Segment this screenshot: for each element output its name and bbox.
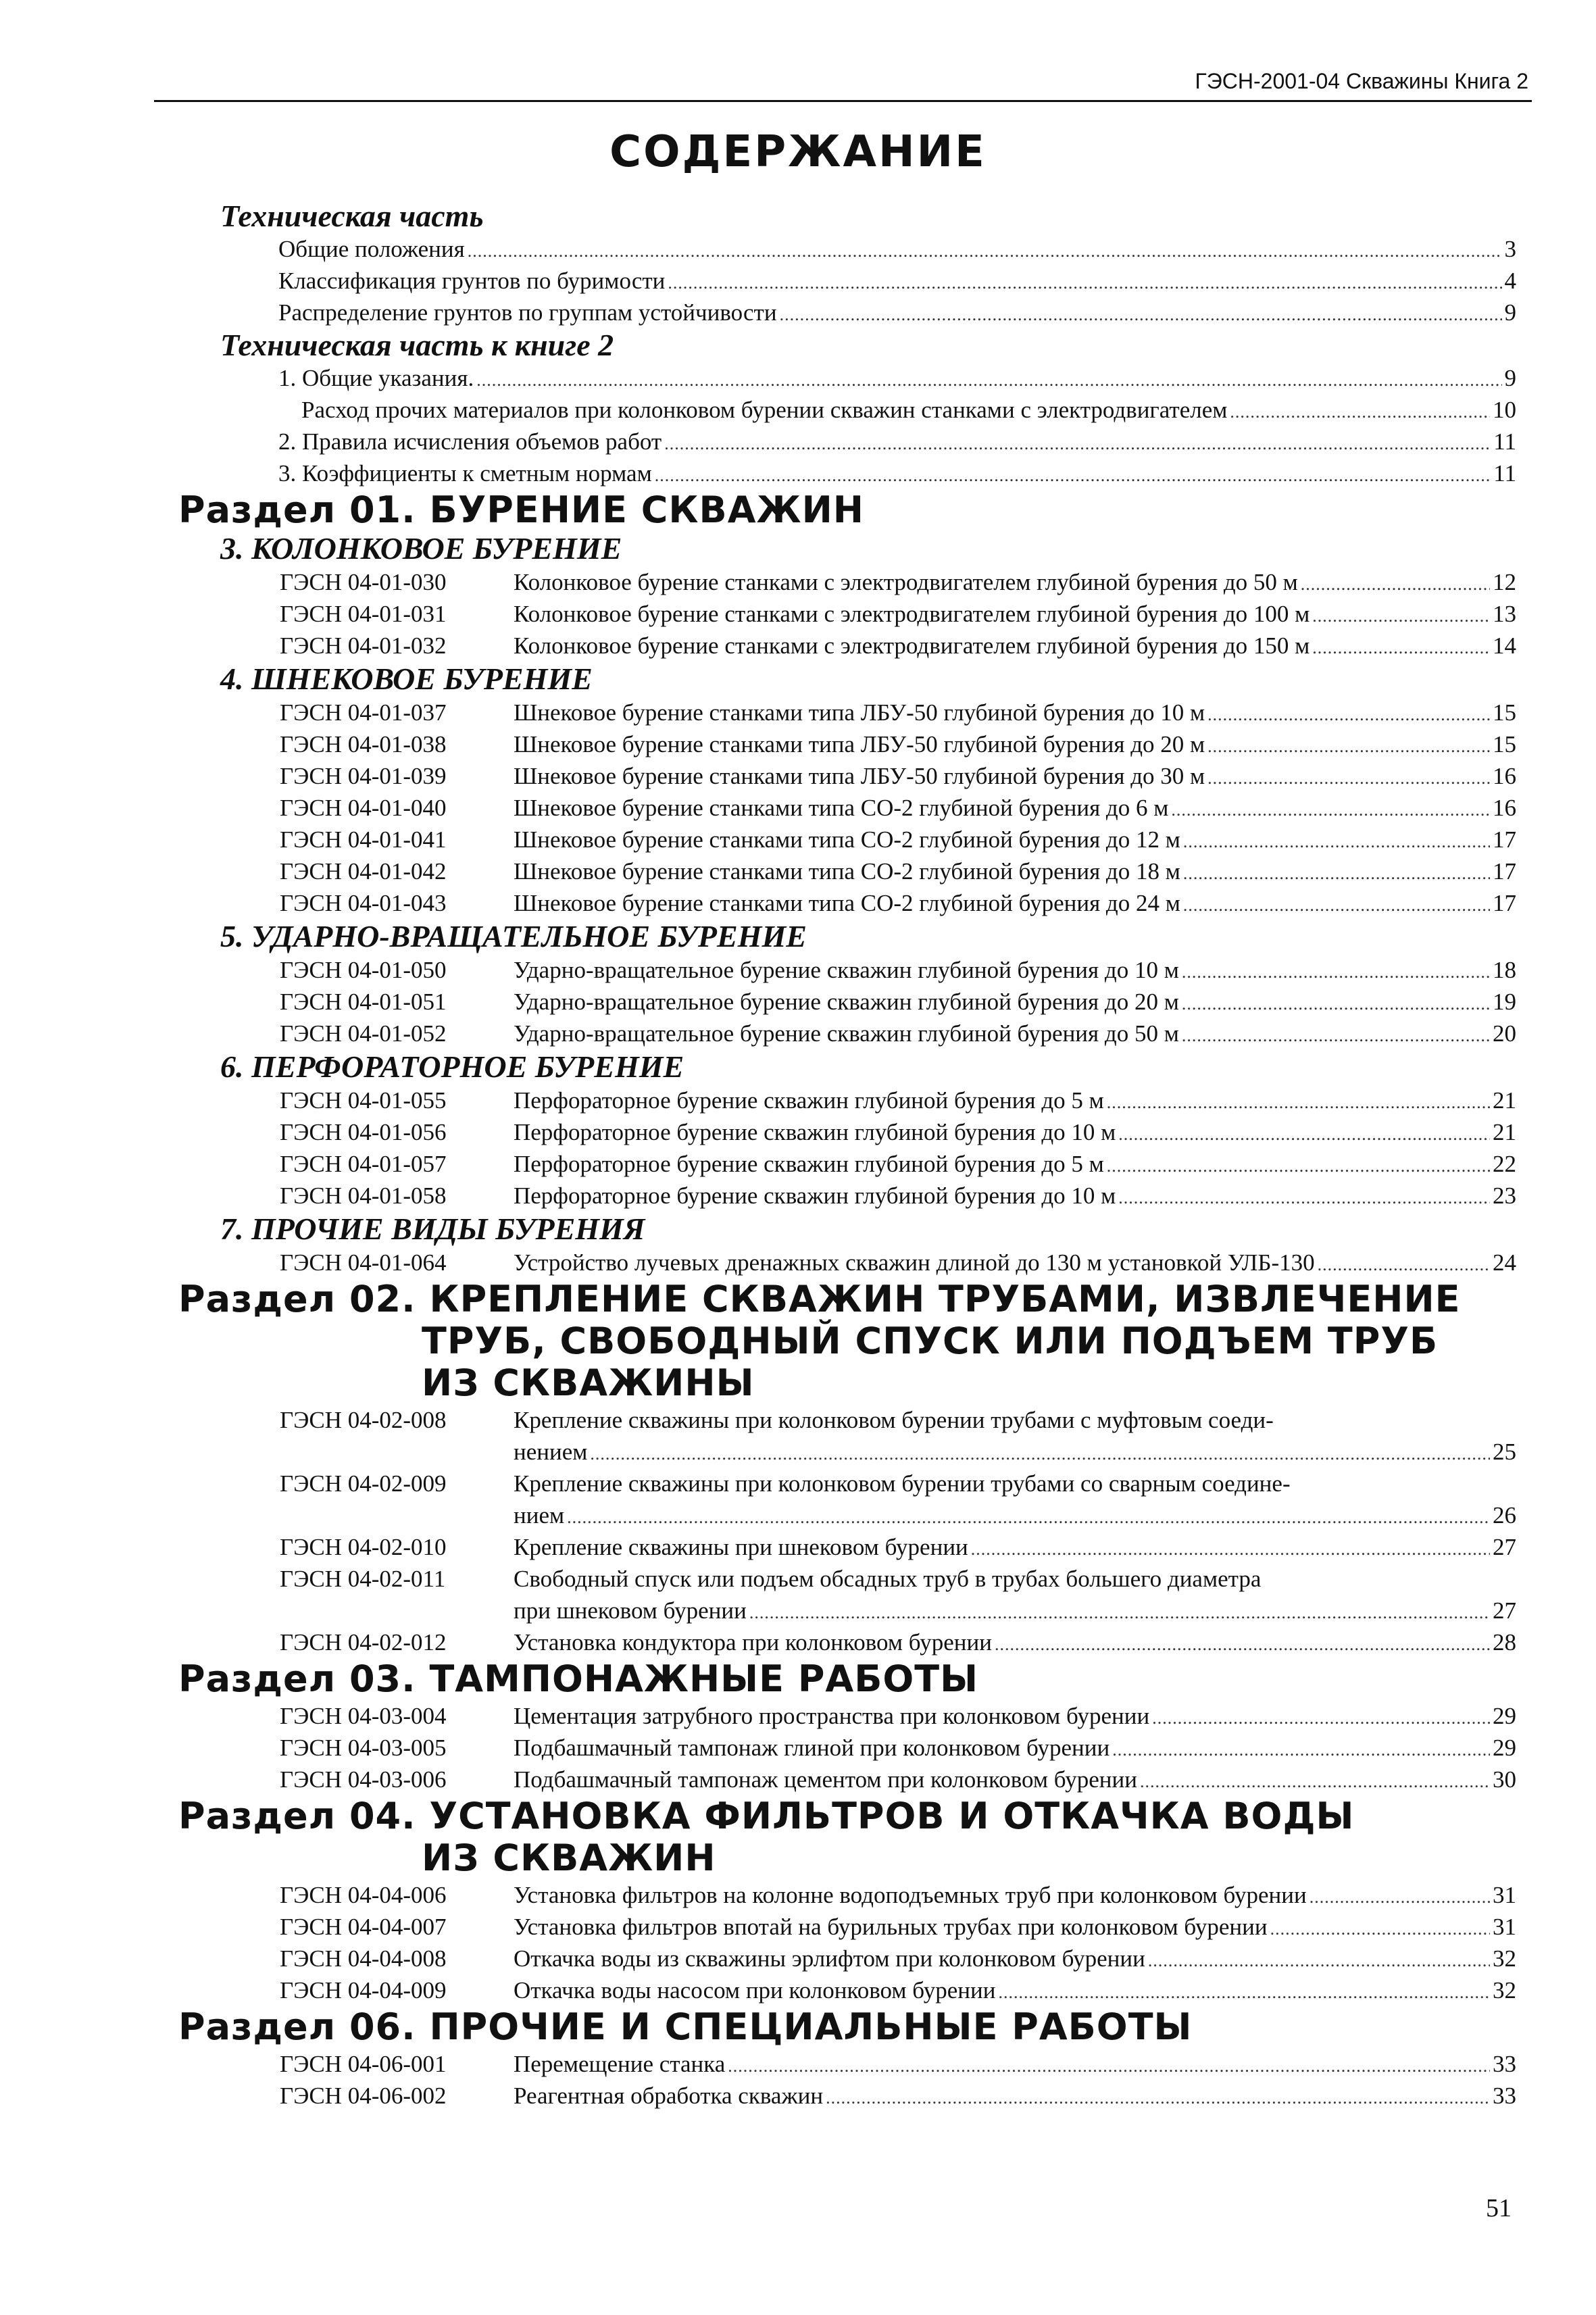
section-title-line: ИЗ СКВАЖИНЫ (422, 1362, 755, 1404)
toc-line[interactable] (514, 1085, 1516, 1116)
norm-code: ГЭСН 04-01-051 (280, 989, 447, 1015)
toc-line-text: Шнековое бурение станками типа СО-2 глубиной бурения до 12 м (514, 826, 1180, 853)
dot-leader (1140, 1766, 1490, 1797)
toc-entry-body (514, 697, 1516, 728)
dot-leader (1118, 1182, 1490, 1214)
running-header: ГЭСН-2001-04 Скважины Книга 2 (1195, 69, 1528, 93)
toc-entry[interactable] (0, 1700, 1516, 1732)
table-of-contents (0, 199, 1596, 2112)
toc-line[interactable] (514, 1764, 1516, 1795)
norm-code: ГЭСН 04-02-008 (280, 1407, 447, 1433)
toc-line-text: Устройство лучевых дренажных скважин длиной до 130 м установкой УЛБ-130 (514, 1249, 1315, 1276)
toc-entry[interactable] (0, 1732, 1516, 1764)
toc-entry-body (514, 1148, 1516, 1180)
toc-entry[interactable] (0, 1911, 1516, 1943)
norm-code: ГЭСН 04-04-007 (280, 1914, 447, 1940)
toc-page-number: 17 (1493, 890, 1516, 916)
subsection-title: 5. УДАРНО-ВРАЩАТЕЛЬНОЕ БУРЕНИЕ (220, 919, 807, 953)
toc-entry[interactable] (0, 855, 1516, 887)
section-title (178, 1795, 1596, 1879)
norm-code: ГЭСН 04-01-032 (280, 632, 447, 659)
dot-leader (728, 2050, 1490, 2082)
section-title-line: ИЗ СКВАЖИН (422, 1837, 716, 1879)
toc-line-text: Колонковое бурение станками с электродвигателем глубиной бурения до 100 м (514, 601, 1310, 627)
toc-line[interactable] (514, 1911, 1516, 1943)
toc-page-number: 24 (1493, 1249, 1516, 1276)
toc-line[interactable] (514, 1436, 1516, 1468)
toc-line[interactable] (514, 1247, 1516, 1278)
dot-leader (664, 428, 1491, 459)
toc-page-number: 27 (1493, 1534, 1516, 1560)
toc-line[interactable] (514, 986, 1516, 1018)
toc-entry-body (514, 1247, 1516, 1278)
dot-leader (1152, 1702, 1490, 1734)
dot-leader (1107, 1087, 1490, 1118)
toc-line[interactable] (514, 954, 1516, 986)
toc-line-text: Шнековое бурение станками типа ЛБУ-50 глубиной бурения до 30 м (514, 763, 1205, 789)
toc-page-number: 21 (1493, 1087, 1516, 1114)
toc-line[interactable] (514, 2080, 1516, 2112)
toc-page-number: 12 (1493, 569, 1516, 595)
norm-code: ГЭСН 04-01-057 (280, 1151, 447, 1177)
toc-line-text: Перфораторное бурение скважин глубиной бурения до 10 м (514, 1183, 1116, 1209)
toc-page-number: 33 (1493, 2051, 1516, 2077)
subsection-title: 4. ШНЕКОВОЕ БУРЕНИЕ (220, 662, 593, 696)
toc-entry-body (514, 1018, 1516, 1049)
toc-line[interactable] (278, 265, 1516, 297)
toc-entry[interactable] (0, 954, 1516, 986)
toc-line-text: 1. Общие указания. (278, 365, 474, 391)
toc-entry[interactable] (0, 1974, 1516, 2006)
dot-leader (1312, 600, 1490, 632)
toc-line-text: 2. Правила исчисления объемов работ (278, 428, 662, 455)
toc-entry[interactable] (0, 630, 1516, 662)
toc-entry-body (514, 598, 1516, 630)
toc-entry[interactable] (0, 1943, 1516, 1974)
toc-line[interactable] (514, 1018, 1516, 1049)
dot-leader (1207, 730, 1490, 762)
norm-code: ГЭСН 04-02-010 (280, 1534, 447, 1560)
dot-leader (668, 267, 1501, 299)
dot-leader (476, 364, 1501, 396)
section-title-line: ТРУБ, СВОБОДНЫЙ СПУСК ИЛИ ПОДЪЕМ ТРУБ (422, 1320, 1439, 1362)
toc-page-number: 20 (1493, 1020, 1516, 1047)
toc-line[interactable] (278, 426, 1516, 457)
toc-entry[interactable] (0, 760, 1516, 792)
toc-line[interactable] (514, 728, 1516, 760)
toc-entry-body (514, 566, 1516, 598)
toc-entry-body (514, 824, 1516, 855)
toc-entry[interactable] (0, 1879, 1516, 1911)
dot-leader (1207, 699, 1490, 730)
toc-line[interactable] (514, 760, 1516, 792)
toc-line-text: Подбашмачный тампонаж цементом при колонковом бурении (514, 1766, 1137, 1793)
toc-page-number: 11 (1493, 460, 1516, 487)
toc-line[interactable] (514, 1943, 1516, 1974)
toc-line[interactable] (514, 1148, 1516, 1180)
toc-line-text: Шнековое бурение станками типа СО-2 глубиной бурения до 6 м (514, 795, 1169, 821)
norm-code: ГЭСН 04-01-050 (280, 957, 447, 983)
toc-page-number: 18 (1493, 957, 1516, 983)
toc-page-number: 22 (1493, 1151, 1516, 1177)
norm-code: ГЭСН 04-01-031 (280, 601, 447, 627)
toc-page-number: 17 (1493, 826, 1516, 853)
toc-entry[interactable] (0, 2048, 1516, 2080)
toc-line-text: Свободный спуск или подъем обсадных труб в трубах большего диаметра (514, 1566, 1262, 1592)
toc-entry-body (514, 1563, 1516, 1626)
section-title: Раздел 03. ТАМПОНАЖНЫЕ РАБОТЫ (178, 1658, 979, 1700)
norm-code: ГЭСН 04-01-064 (280, 1249, 447, 1276)
toc-line-text: Колонковое бурение станками с электродвигателем глубиной бурения до 150 м (514, 632, 1310, 659)
toc-line-text: Откачка воды насосом при колонковом бурении (514, 1977, 996, 2003)
norm-code: ГЭСН 04-04-008 (280, 1945, 447, 1972)
dot-leader (1310, 1881, 1490, 1913)
dot-leader (1182, 956, 1490, 988)
toc-line[interactable] (278, 362, 1516, 394)
toc-line[interactable] (514, 1180, 1516, 1212)
toc-page-number: 13 (1493, 601, 1516, 627)
dot-leader (1183, 857, 1490, 889)
dot-leader (1183, 889, 1490, 921)
norm-code: ГЭСН 04-03-006 (280, 1766, 447, 1793)
toc-page-number: 28 (1493, 1629, 1516, 1656)
toc-page-number: 17 (1493, 858, 1516, 885)
dot-leader (1230, 396, 1490, 428)
toc-page-number: 16 (1493, 795, 1516, 821)
toc-line-text: Классификация грунтов по буримости (278, 268, 666, 294)
norm-code: ГЭСН 04-01-058 (280, 1183, 447, 1209)
dot-leader (1107, 1150, 1490, 1182)
norm-code: ГЭСН 04-02-011 (280, 1566, 446, 1592)
section-title-line: Раздел 02. КРЕПЛЕНИЕ СКВАЖИН ТРУБАМИ, ИЗВЛЕЧЕНИЕ (178, 1278, 1461, 1320)
toc-entry-body (514, 792, 1516, 824)
toc-entry-body (514, 1943, 1516, 1974)
norm-code: ГЭСН 04-06-002 (280, 2083, 447, 2109)
dot-leader (971, 1533, 1490, 1565)
toc-line-text: Общие положения (278, 236, 465, 262)
toc-entry[interactable] (0, 986, 1516, 1018)
toc-entry[interactable] (0, 792, 1516, 824)
toc-line[interactable] (514, 1700, 1516, 1732)
toc-entry-body (514, 1468, 1516, 1531)
toc-page-number: 32 (1493, 1945, 1516, 1972)
toc-entry-body (514, 1531, 1516, 1563)
norm-code: ГЭСН 04-01-055 (280, 1087, 447, 1114)
toc-line[interactable] (514, 824, 1516, 855)
toc-page-number: 9 (1504, 299, 1516, 326)
norm-code: ГЭСН 04-01-052 (280, 1020, 447, 1047)
dot-leader (567, 1501, 1490, 1533)
toc-entry[interactable] (0, 598, 1516, 630)
toc-line-text: Распределение грунтов по группам устойчивости (278, 299, 777, 326)
section-title (178, 1278, 1596, 1404)
toc-page-number: 33 (1493, 2083, 1516, 2109)
toc-line-text: Шнековое бурение станками типа СО-2 глубиной бурения до 18 м (514, 858, 1180, 885)
toc-entry[interactable] (0, 1626, 1516, 1658)
norm-code: ГЭСН 04-01-043 (280, 890, 447, 916)
toc-line[interactable] (278, 297, 1516, 328)
toc-page-number: 29 (1493, 1735, 1516, 1761)
section-title: Раздел 01. БУРЕНИЕ СКВАЖИН (178, 489, 864, 531)
toc-line-text: нением (514, 1439, 588, 1465)
toc-line[interactable] (278, 233, 1516, 265)
dot-leader (1183, 826, 1490, 857)
dot-leader (1118, 1118, 1490, 1150)
page-title: СОДЕРЖАНИЕ (609, 127, 987, 177)
toc-line[interactable] (514, 1879, 1516, 1911)
dot-leader (1207, 762, 1490, 794)
toc-entry[interactable] (0, 566, 1516, 598)
toc-line-text: Ударно-вращательное бурение скважин глубиной бурения до 20 м (514, 989, 1179, 1015)
dot-leader (1318, 1249, 1490, 1280)
norm-code: ГЭСН 04-01-040 (280, 795, 447, 821)
subsection-title: 7. ПРОЧИЕ ВИДЫ БУРЕНИЯ (220, 1212, 645, 1246)
toc-line[interactable] (514, 1531, 1516, 1563)
toc-page-number: 23 (1493, 1183, 1516, 1209)
toc-line-text: Крепление скважины при шнековом бурении (514, 1534, 968, 1560)
toc-page-number: 30 (1493, 1766, 1516, 1793)
toc-line[interactable] (514, 697, 1516, 728)
toc-entry-body (514, 954, 1516, 986)
toc-line[interactable] (514, 1116, 1516, 1148)
toc-entry[interactable] (0, 1531, 1516, 1563)
toc-line-text: Шнековое бурение станками типа СО-2 глубиной бурения до 24 м (514, 890, 1180, 916)
toc-entry[interactable] (0, 1404, 1516, 1468)
sections-list (0, 489, 1596, 2112)
technical-part-book2-title: Техническая часть к книге 2 (220, 328, 614, 362)
toc-line-text: Ударно-вращательное бурение скважин глубиной бурения до 10 м (514, 957, 1179, 983)
toc-line[interactable] (514, 855, 1516, 887)
toc-page-number: 14 (1493, 632, 1516, 659)
section-title-line: Раздел 04. УСТАНОВКА ФИЛЬТРОВ И ОТКАЧКА ВОДЫ (178, 1795, 1355, 1837)
toc-page-number: 15 (1493, 731, 1516, 757)
toc-entry-body (514, 1732, 1516, 1764)
toc-entry-body (514, 1879, 1516, 1911)
toc-entry-body (514, 1700, 1516, 1732)
toc-page-number: 19 (1493, 989, 1516, 1015)
toc-line[interactable] (514, 630, 1516, 662)
norm-code: ГЭСН 04-02-009 (280, 1470, 447, 1497)
toc-line-text: Реагентная обработка скважин (514, 2083, 824, 2109)
norm-code: ГЭСН 04-01-042 (280, 858, 447, 885)
norm-code: ГЭСН 04-01-041 (280, 826, 447, 853)
subsection-title: 6. ПЕРФОРАТОРНОЕ БУРЕНИЕ (220, 1049, 684, 1084)
subsection-title: 3. КОЛОНКОВОЕ БУРЕНИЕ (220, 531, 622, 566)
dot-leader (655, 459, 1491, 491)
dot-leader (468, 235, 1502, 267)
dot-leader (1312, 632, 1490, 664)
toc-entry[interactable] (0, 1148, 1516, 1180)
toc-page-number: 4 (1504, 268, 1516, 294)
toc-line[interactable] (514, 1595, 1516, 1626)
toc-line-text: Перфораторное бурение скважин глубиной бурения до 5 м (514, 1151, 1104, 1177)
toc-line-text: Перемещение станка (514, 2051, 726, 2077)
toc-entry-body (514, 1974, 1516, 2006)
dot-leader (1182, 1020, 1490, 1051)
toc-line[interactable] (514, 887, 1516, 919)
toc-entry[interactable] (0, 824, 1516, 855)
toc-entry[interactable] (0, 2080, 1516, 2112)
toc-entry-body (514, 1085, 1516, 1116)
dot-leader (590, 1438, 1490, 1470)
toc-line-text: Подбашмачный тампонаж глиной при колонковом бурении (514, 1735, 1110, 1761)
toc-page-number: 9 (1504, 365, 1516, 391)
toc-page-number: 15 (1493, 699, 1516, 726)
toc-entry-body (514, 1404, 1516, 1468)
page-number: 51 (1486, 2194, 1512, 2222)
toc-entry[interactable] (0, 697, 1516, 728)
toc-line[interactable] (301, 394, 1516, 426)
toc-line-text: Установка фильтров на колонне водоподъемных труб при колонковом бурении (514, 1882, 1307, 1908)
toc-page-number: 31 (1493, 1914, 1516, 1940)
dot-leader (749, 1597, 1490, 1628)
toc-line[interactable] (514, 2048, 1516, 2080)
toc-line-text: Установка фильтров впотай на бурильных трубах при колонковом бурении (514, 1914, 1268, 1940)
dot-leader (1112, 1734, 1490, 1766)
section-title: Раздел 06. ПРОЧИЕ И СПЕЦИАЛЬНЫЕ РАБОТЫ (178, 2006, 1193, 2048)
toc-line-text: Ударно-вращательное бурение скважин глубиной бурения до 50 м (514, 1020, 1179, 1047)
toc-entry[interactable] (0, 1116, 1516, 1148)
toc-page-number: 21 (1493, 1119, 1516, 1145)
toc-line[interactable] (514, 1974, 1516, 2006)
norm-code: ГЭСН 04-02-012 (280, 1629, 447, 1656)
toc-entry[interactable] (0, 887, 1516, 919)
toc-page-number: 27 (1493, 1597, 1516, 1624)
toc-entry-body (514, 2080, 1516, 2112)
toc-line[interactable] (514, 1499, 1516, 1531)
technical-part-title: Техническая часть (220, 199, 484, 233)
toc-page-number: 16 (1493, 763, 1516, 789)
toc-line[interactable] (514, 1732, 1516, 1764)
toc-line-text: при шнековом бурении (514, 1597, 747, 1624)
toc-entry-body (514, 760, 1516, 792)
toc-entry[interactable] (0, 728, 1516, 760)
toc-line-text: нием (514, 1502, 565, 1528)
toc-page-number: 10 (1493, 397, 1516, 423)
norm-code: ГЭСН 04-03-004 (280, 1703, 447, 1729)
toc-entry-body (514, 1116, 1516, 1148)
toc-entry-body (514, 2048, 1516, 2080)
dot-leader (780, 299, 1502, 330)
toc-line-text: Крепление скважины при колонковом бурении трубами с муфтовым соеди- (514, 1407, 1274, 1433)
toc-entry[interactable] (0, 1563, 1516, 1626)
dot-leader (995, 1628, 1490, 1660)
toc-page-number: 31 (1493, 1882, 1516, 1908)
toc-line-text: Откачка воды из скважины эрлифтом при колонковом бурении (514, 1945, 1145, 1972)
toc-line-text: Шнековое бурение станками типа ЛБУ-50 глубиной бурения до 10 м (514, 699, 1205, 726)
toc-line[interactable] (514, 1626, 1516, 1658)
norm-code: ГЭСН 04-06-001 (280, 2051, 447, 2077)
toc-line-text: Установка кондуктора при колонковом бурении (514, 1629, 992, 1656)
toc-line-text: Расход прочих материалов при колонковом бурении скважин станками с электродвигателем (301, 397, 1228, 423)
toc-page-number: 32 (1493, 1977, 1516, 2003)
toc-entry-body (514, 986, 1516, 1018)
dot-leader (1182, 988, 1490, 1020)
toc-entry[interactable] (0, 1468, 1516, 1531)
toc-entry-body (514, 630, 1516, 662)
dot-leader (1148, 1945, 1490, 1976)
toc-entry-body (514, 887, 1516, 919)
toc-entry-body (514, 1764, 1516, 1795)
toc-entry[interactable] (0, 1018, 1516, 1049)
toc-entry-body (514, 1180, 1516, 1212)
norm-code: ГЭСН 04-01-030 (280, 569, 447, 595)
toc-entry-body (514, 728, 1516, 760)
toc-line-text: Перфораторное бурение скважин глубиной бурения до 5 м (514, 1087, 1104, 1114)
toc-entry[interactable] (0, 1764, 1516, 1795)
toc-line-text: Колонковое бурение станками с электродвигателем глубиной бурения до 50 м (514, 569, 1298, 595)
toc-line-text: Крепление скважины при колонковом бурении трубами со сварным соедине- (514, 1470, 1291, 1497)
toc-entry[interactable] (0, 1085, 1516, 1116)
toc-page-number: 11 (1493, 428, 1516, 455)
dot-leader (998, 1976, 1490, 2008)
toc-page-number: 26 (1493, 1502, 1516, 1528)
norm-code: ГЭСН 04-04-006 (280, 1882, 447, 1908)
toc-line[interactable] (514, 792, 1516, 824)
toc-line-text: Перфораторное бурение скважин глубиной бурения до 10 м (514, 1119, 1116, 1145)
toc-line[interactable] (514, 566, 1516, 598)
norm-code: ГЭСН 04-01-038 (280, 731, 447, 757)
toc-entry-body (514, 855, 1516, 887)
toc-page-number: 25 (1493, 1439, 1516, 1465)
toc-line-text: 3. Коэффициенты к сметным нормам (278, 460, 652, 487)
toc-page-number: 29 (1493, 1703, 1516, 1729)
norm-code: ГЭСН 04-03-005 (280, 1735, 447, 1761)
dot-leader (826, 2082, 1490, 2114)
toc-entry[interactable] (0, 1180, 1516, 1212)
dot-leader (1171, 794, 1490, 826)
toc-line[interactable] (278, 457, 1516, 489)
toc-page-number: 3 (1504, 236, 1516, 262)
toc-entry-body (514, 1626, 1516, 1658)
toc-line-text: Шнековое бурение станками типа ЛБУ-50 глубиной бурения до 20 м (514, 731, 1205, 757)
header-rule (154, 100, 1532, 102)
dot-leader (1270, 1913, 1490, 1945)
toc-line-text: Цементация затрубного пространства при колонковом бурении (514, 1703, 1150, 1729)
norm-code: ГЭСН 04-01-056 (280, 1119, 447, 1145)
norm-code: ГЭСН 04-01-037 (280, 699, 447, 726)
toc-entry[interactable] (0, 1247, 1516, 1278)
toc-line[interactable] (514, 598, 1516, 630)
toc-entry-body (514, 1911, 1516, 1943)
norm-code: ГЭСН 04-01-039 (280, 763, 447, 789)
norm-code: ГЭСН 04-04-009 (280, 1977, 447, 2003)
dot-leader (1301, 568, 1490, 600)
